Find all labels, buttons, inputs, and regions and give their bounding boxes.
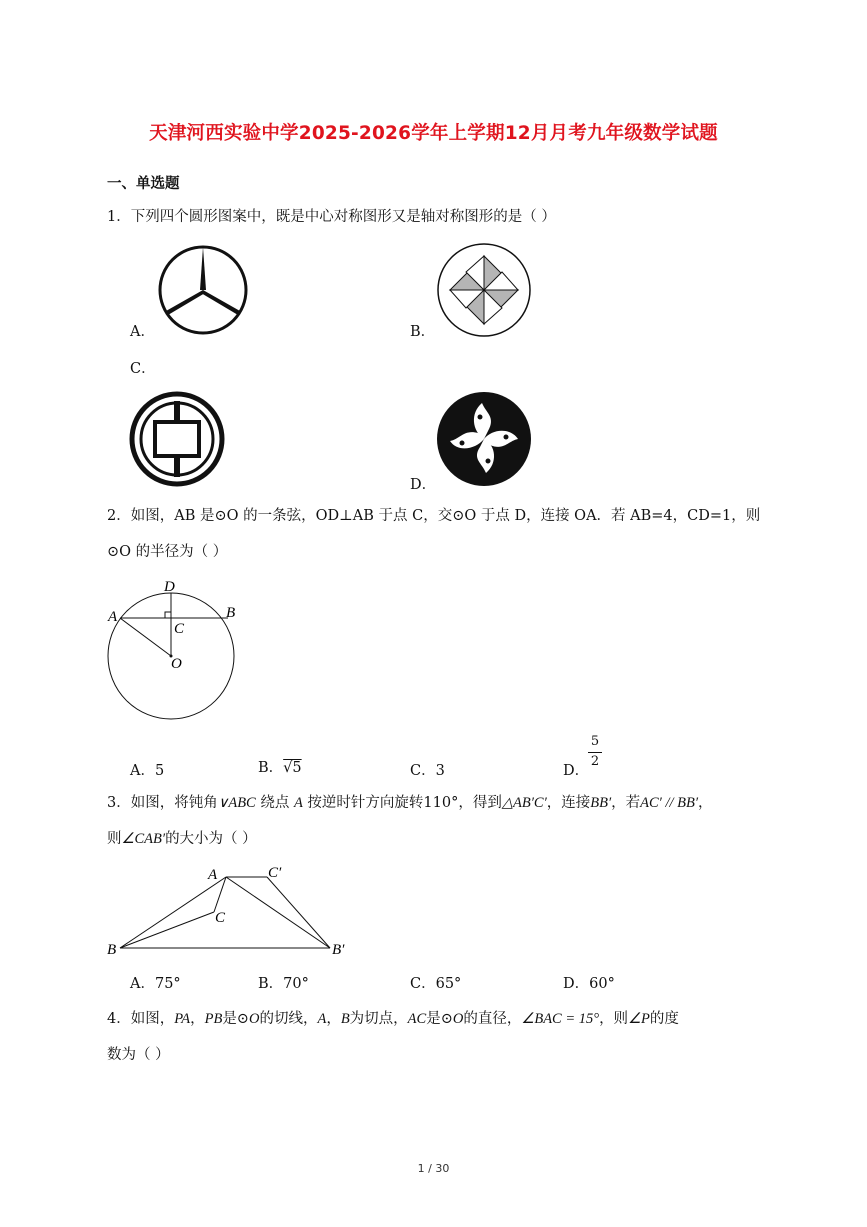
q3-figure <box>105 860 355 960</box>
q1-option-b: B． <box>410 324 436 340</box>
q2-label-a: A <box>108 609 118 625</box>
q2-figure <box>100 575 250 735</box>
question-4-stem-line1: 4．如图，PA，PB是⊙O的切线，A，B为切点，AC是⊙O的直径，∠BAC = 15°，则∠P的度 <box>107 1011 679 1027</box>
q1-option-c: C． <box>130 361 156 377</box>
q2-option-c: C．3 <box>410 763 445 779</box>
q1-figure-b <box>436 242 532 338</box>
page-title: 天津河西实验中学2025-2026学年上学期12月月考九年级数学试题 <box>149 123 718 144</box>
q3-label-cprime: C′ <box>268 865 282 881</box>
question-1-stem: 1．下列四个圆形图案中，既是中心对称图形又是轴对称图形的是（ ） <box>107 209 556 225</box>
q1-figure-d <box>436 391 532 487</box>
page-number: 1 / 30 <box>417 1162 450 1175</box>
q2-label-c: C <box>174 621 185 637</box>
q3-label-bprime: B′ <box>332 942 345 958</box>
question-3-stem-line2: 则∠CAB′的大小为（ ） <box>107 831 257 847</box>
q2-option-b: B．√5 <box>258 760 302 776</box>
q3-option-c: C．65° <box>410 976 462 992</box>
q2-label-o: O <box>171 656 182 672</box>
q3-option-d: D．60° <box>563 976 615 992</box>
q1-figure-c <box>129 391 225 487</box>
q2-option-a: A．5 <box>130 763 165 779</box>
q3-label-a: A <box>208 867 218 883</box>
q2-label-d: D <box>164 579 175 595</box>
question-4-stem-line2: 数为（ ） <box>107 1047 170 1063</box>
q2-option-d-denominator: 2 <box>590 754 600 769</box>
q2-option-d: D． <box>563 763 590 779</box>
q3-option-a: A．75° <box>130 976 181 992</box>
section-heading: 一、单选题 <box>107 176 180 192</box>
q1-option-a: A． <box>130 324 155 340</box>
q3-label-b: B <box>107 942 117 958</box>
question-2-stem-line1: 2．如图，AB 是⊙O 的一条弦，OD⊥AB 于点 C，交⊙O 于点 D，连接 OA．若 AB=4，CD=1，则 <box>107 508 761 524</box>
q3-option-b: B．70° <box>258 976 309 992</box>
question-2-stem-line2: ⊙O 的半径为（ ） <box>107 544 228 560</box>
q1-figure-a <box>158 245 248 335</box>
q3-label-c: C <box>215 910 226 926</box>
q2-option-d-numerator: 5 <box>590 734 600 749</box>
question-3-stem-line1: 3．如图，将钝角∨ABC 绕点 A 按逆时针方向旋转110°，得到△AB′C′，连接BB′，若AC′ // BB′， <box>107 795 713 811</box>
q2-option-d-fraction-bar <box>588 752 602 753</box>
q1-option-d: D． <box>410 477 437 493</box>
q2-label-b: B <box>226 605 236 621</box>
